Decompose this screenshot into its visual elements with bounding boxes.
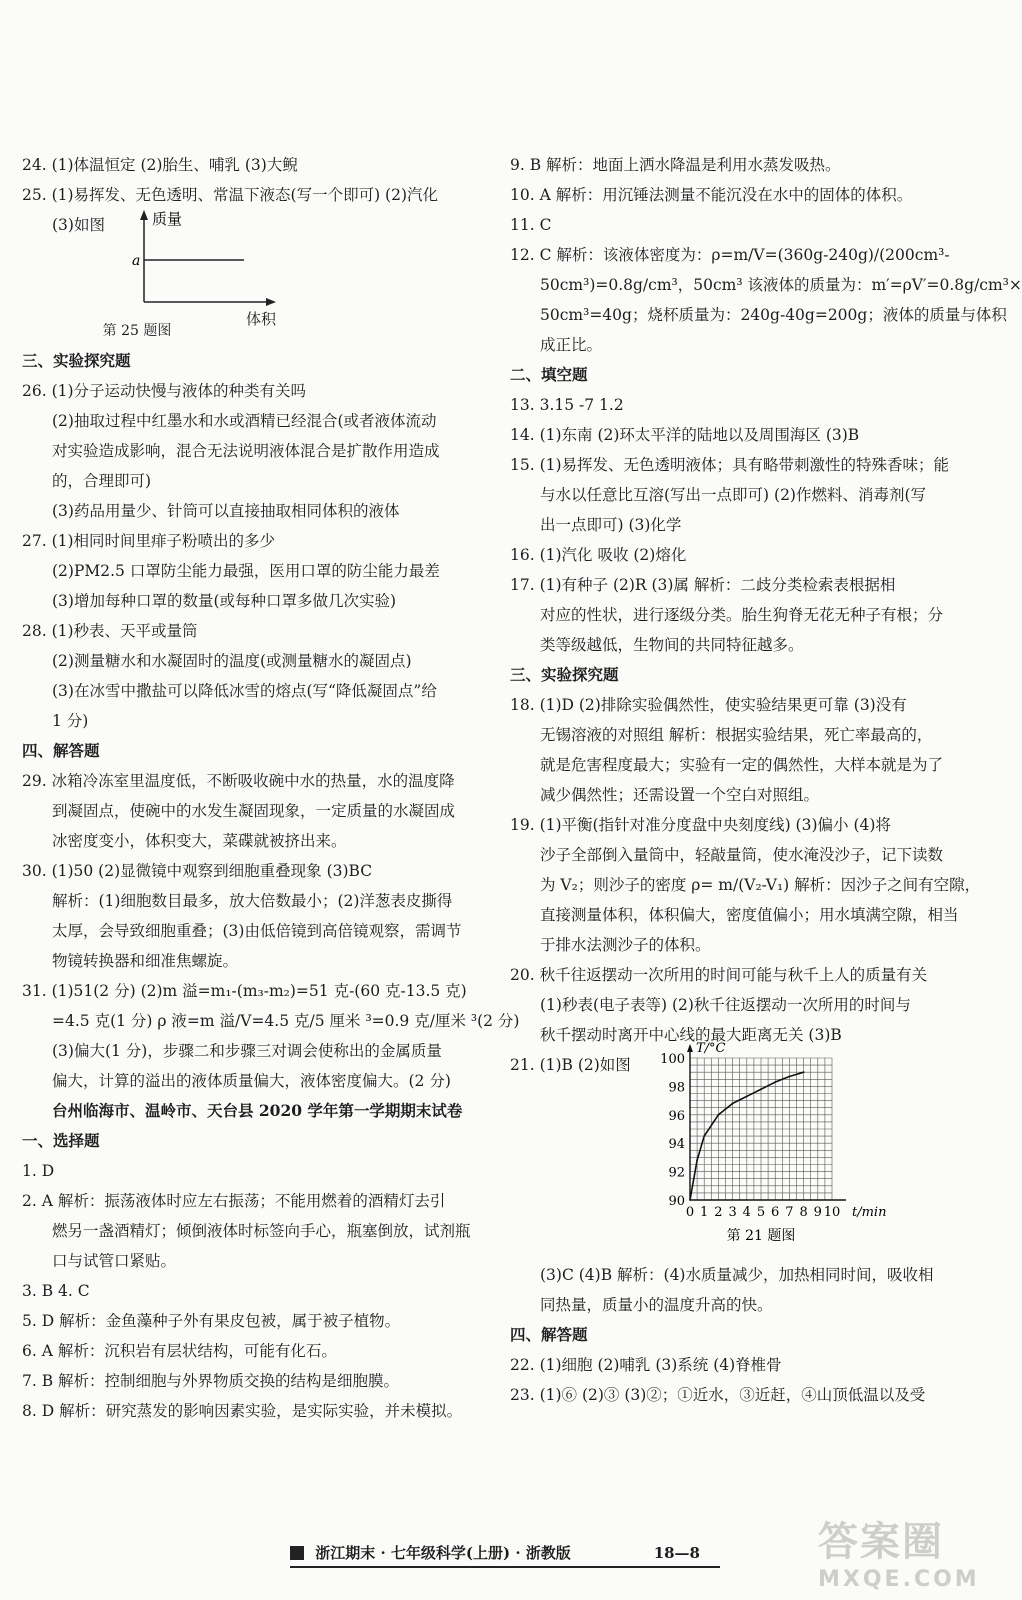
text-line: 出一点即可) (3)化学 xyxy=(540,516,682,534)
x-tick-label: 8 xyxy=(799,1205,808,1220)
text-line: 25. (1)易挥发、无色透明、常温下液态(写一个即可) (2)汽化 xyxy=(22,186,439,204)
chart-caption: 第 21 题图 xyxy=(726,1228,796,1244)
text-line: 对实验造成影响，混合无法说明液体混合是扩散作用造成 xyxy=(52,442,440,460)
text-line: 23. (1)⑥ (2)③ (3)②；①近水，③近赶，④山顶低温以及受 xyxy=(510,1386,926,1404)
text-line: (2)PM2.5 口罩防尘能力最强，医用口罩的防尘能力最差 xyxy=(52,562,440,580)
text-line: 50cm³)=0.8g/cm³，50cm³ 该液体的质量为：m′=ρV′=0.8g/cm³× xyxy=(540,276,1022,294)
text-line: 与水以任意比互溶(写出一点即可) (2)作燃料、消毒剂(写 xyxy=(540,486,927,504)
data-point xyxy=(774,1081,776,1083)
x-axis-label: t/min xyxy=(852,1205,887,1220)
y-tick-label: 90 xyxy=(668,1194,685,1209)
fig25-label: (3)如图 xyxy=(52,216,105,234)
text-line: 27. (1)相同时间里痱子粉喷出的多少 xyxy=(22,532,276,550)
text-line: 对应的性状，进行逐级分类。胎生狗脊无花无种子有根；分 xyxy=(540,606,944,624)
text-line: 同热量，质量小的温度升高的快。 xyxy=(540,1296,773,1314)
text-line: 12. C 解析：该液体密度为：ρ=m/V=(360g-240g)/(200cm³- xyxy=(510,246,950,264)
text-line: 为 V₂；则沙子的密度 ρ= m/(V₂-V₁) 解析：因沙子之间有空隙， xyxy=(540,876,981,894)
text-line: 31. (1)51(2 分) (2)m 溢=m₁-(m₃-m₂)=51 克-(60 克-13.5 克) xyxy=(22,982,467,1000)
text-line: 11. C xyxy=(510,216,552,234)
figure-25-graph xyxy=(22,210,492,310)
left-text-block-1 xyxy=(22,150,492,210)
data-point xyxy=(803,1071,805,1073)
text-line: 10. A 解析：用沉锤法测量不能沉没在水中的固体的体积。 xyxy=(510,186,913,204)
text-line: 13. 3.15 -7 1.2 xyxy=(510,396,624,414)
data-point xyxy=(789,1076,791,1078)
data-point xyxy=(696,1159,698,1161)
x-tick-label: 7 xyxy=(785,1205,794,1220)
text-line: (2)抽取过程中红墨水和水或酒精已经混合(或者液体流动 xyxy=(52,412,437,430)
text-line: 就是危害程度最大；实验有一定的偶然性，大样本就是为了 xyxy=(540,756,944,774)
text-line: 17. (1)有种子 (2)R (3)属 解析：二歧分类检索表根据相 xyxy=(510,576,896,594)
watermark-logo-text: 答案圈 xyxy=(818,1519,944,1565)
text-line: 1 分) xyxy=(52,712,89,730)
fig25-y-label: 质量 xyxy=(152,210,183,228)
fig25-x-label: 体积 xyxy=(246,310,277,328)
section-heading: 三、实验探究题 xyxy=(510,665,619,684)
chart-21-temperature xyxy=(510,1041,980,1260)
x-tick-label: 4 xyxy=(742,1205,751,1220)
text-line: 3. B 4. C xyxy=(22,1282,90,1300)
text-line: (2)测量糖水和水凝固时的温度(或测量糖水的凝固点) xyxy=(52,652,412,670)
text-line: 的，合理即可) xyxy=(52,472,152,490)
section-heading: 二、填空题 xyxy=(510,365,588,384)
fig25-y-arrow xyxy=(140,210,148,220)
text-line: 30. (1)50 (2)显微镜中观察到细胞重叠现象 (3)BC xyxy=(22,862,373,880)
text-line: 20. 秋千往返摆动一次所用的时间可能与秋千上人的质量有关 xyxy=(510,966,928,984)
page-number: 18—8 xyxy=(653,1544,700,1562)
text-line: 1. D xyxy=(22,1162,55,1180)
text-line: (1)秒表(电子表等) (2)秋千往返摆动一次所用的时间与 xyxy=(540,996,911,1014)
y-tick-label: 92 xyxy=(668,1165,685,1181)
text-line: 28. (1)秒表、天平或量筒 xyxy=(22,622,198,640)
text-line: 19. (1)平衡(指针对准分度盘中央刻度线) (3)偏小 (4)将 xyxy=(510,816,891,834)
text-line: 29. 冰箱冷冻室里温度低，不断吸收碗中水的热量，水的温度降 xyxy=(22,772,455,790)
text-line: 24. (1)体温恒定 (2)胎生、哺乳 (3)大鲵 xyxy=(22,156,298,174)
text-line: 解析：(1)细胞数目最多，放大倍数最小；(2)洋葱表皮撕得 xyxy=(52,892,453,910)
text-line: (3)偏大(1 分)，步骤二和步骤三对调会使称出的金属质量 xyxy=(52,1042,442,1060)
x-tick-label: 2 xyxy=(714,1205,723,1220)
text-line: 50cm³=40g；烧杯质量为：240g-40g=200g；液体的质量与体积 xyxy=(540,306,1007,324)
x-tick-label: 3 xyxy=(728,1205,737,1220)
data-point xyxy=(718,1114,720,1116)
y-tick-label: 94 xyxy=(668,1137,685,1153)
x-tick-label: 5 xyxy=(756,1205,766,1220)
x-tick-label: 10 xyxy=(823,1205,841,1220)
text-line: 秋千摆动时离开中心线的最大距离无关 (3)B xyxy=(540,1026,842,1044)
footer-square-icon xyxy=(290,1546,304,1560)
text-line: 于排水法测沙子的体积。 xyxy=(540,936,711,954)
figure-21 xyxy=(510,1041,980,1260)
text-line: (3)增加每种口罩的数量(或每种口罩多做几次实验) xyxy=(52,592,397,610)
section-heading: 四、解答题 xyxy=(510,1325,588,1344)
text-line: 2. A 解析：振荡液体时应左右振荡；不能用燃着的酒精灯去引 xyxy=(22,1192,446,1210)
text-line: 8. D 解析：研究蒸发的影响因素实验，是实际实验，并未模拟。 xyxy=(22,1402,463,1420)
text-line: 18. (1)D (2)排除实验偶然性，使实验结果更可靠 (3)没有 xyxy=(510,696,907,714)
text-line: 15. (1)易挥发、无色透明液体；具有略带刺激性的特殊香味；能 xyxy=(510,456,950,474)
page-footer xyxy=(290,1540,720,1568)
text-line: 类等级越低，生物间的共同特征越多。 xyxy=(540,636,804,654)
text-line: 直接测量体积，体积偏大，密度值偏小；用水填满空隙，相当 xyxy=(540,906,959,924)
text-line: 无锡溶液的对照组 解析：根据实验结果，死亡率最高的， xyxy=(540,726,933,744)
fig25-caption: 第 25 题图 xyxy=(102,323,172,339)
watermark xyxy=(818,1510,978,1590)
data-point xyxy=(760,1088,762,1090)
right-text-block-1 xyxy=(510,150,1022,1050)
text-line: 成正比。 xyxy=(540,336,603,354)
x-tick-label: 1 xyxy=(700,1205,709,1220)
fig25-x-arrow xyxy=(266,298,276,306)
text-line: (3)C (4)B 解析：(4)水质量减少，加热相同时间，吸收相 xyxy=(540,1266,934,1284)
text-line: 物镜转换器和细准焦螺旋。 xyxy=(52,952,239,970)
data-point xyxy=(689,1199,691,1201)
text-line: 太厚，会导致细胞重叠；(3)由低倍镜到高倍镜观察，需调节 xyxy=(52,922,462,940)
data-point xyxy=(732,1103,734,1105)
footer-title: 浙江期末 · 七年级科学(上册) · 浙教版 xyxy=(315,1544,571,1562)
section-heading: 四、解答题 xyxy=(22,741,100,760)
text-line: 偏大，计算的溢出的液体质量偏大，液体密度偏大。(2 分) xyxy=(52,1072,451,1090)
text-line: 冰密度变小，体积变大，菜碟就被挤出来。 xyxy=(52,832,347,850)
x-tick-label: 9 xyxy=(813,1205,822,1220)
y-tick-label: 100 xyxy=(660,1052,685,1067)
text-line: 燃另一盏酒精灯；倾倒液体时标签向手心，瓶塞倒放，试剂瓶 xyxy=(52,1222,471,1240)
left-text-block-2 xyxy=(22,346,520,1426)
text-line: =4.5 克(1 分) ρ 液=m 溢/V=4.5 克/5 厘米 ³=0.9 克/厘米 ³(2 分) xyxy=(52,1012,520,1030)
text-line: 减少偶然性；还需设置一个空白对照组。 xyxy=(540,786,820,804)
section-heading: 台州临海市、温岭市、天台县 2020 学年第一学期期末试卷 xyxy=(52,1101,463,1120)
text-line: 7. B 解析：控制细胞与外界物质交换的结构是细胞膜。 xyxy=(22,1372,400,1390)
right-text-block-2 xyxy=(510,1260,980,1410)
text-line: (3)药品用量少、针筒可以直接抽取相同体积的液体 xyxy=(52,502,400,520)
text-line: 沙子全部倒入量筒中，轻敲量筒，使水淹没沙子，记下读数 xyxy=(540,846,944,864)
y-axis-label: T/°C xyxy=(696,1041,726,1056)
right-column xyxy=(510,150,1022,1410)
text-line: 到凝固点，使碗中的水发生凝固现象，一定质量的水凝固成 xyxy=(52,802,456,820)
text-line: 6. A 解析：沉积岩有层状结构，可能有化石。 xyxy=(22,1342,337,1360)
text-line: 22. (1)细胞 (2)哺乳 (3)系统 (4)脊椎骨 xyxy=(510,1356,782,1374)
text-line: 口与试管口紧贴。 xyxy=(52,1252,177,1270)
text-line: 16. (1)汽化 吸收 (2)熔化 xyxy=(510,546,687,564)
data-point xyxy=(746,1095,748,1097)
section-heading: 三、实验探究题 xyxy=(22,351,131,370)
fig25-level-label: a xyxy=(132,253,141,269)
x-tick-label: 0 xyxy=(685,1205,695,1220)
text-line: 5. D 解析：金鱼藻种子外有果皮包被，属于被子植物。 xyxy=(22,1312,401,1330)
text-line: (3)在冰雪中撒盐可以降低冰雪的熔点(写“降低凝固点”给 xyxy=(52,682,437,700)
section-heading: 一、选择题 xyxy=(22,1131,100,1150)
data-point xyxy=(703,1135,705,1137)
left-column xyxy=(22,150,520,1426)
y-tick-label: 98 xyxy=(668,1080,685,1096)
fig21-label: 21. (1)B (2)如图 xyxy=(510,1056,631,1074)
text-line: 26. (1)分子运动快慢与液体的种类有关吗 xyxy=(22,382,307,400)
figure-25 xyxy=(22,210,492,328)
text-line: 9. B 解析：地面上洒水降温是利用水蒸发吸热。 xyxy=(510,156,841,174)
x-tick-label: 6 xyxy=(771,1205,780,1220)
y-tick-label: 96 xyxy=(668,1108,685,1124)
text-line: 14. (1)东南 (2)环太平洋的陆地以及周围海区 (3)B xyxy=(510,426,860,444)
watermark-url: MXQE.COM xyxy=(818,1567,980,1592)
